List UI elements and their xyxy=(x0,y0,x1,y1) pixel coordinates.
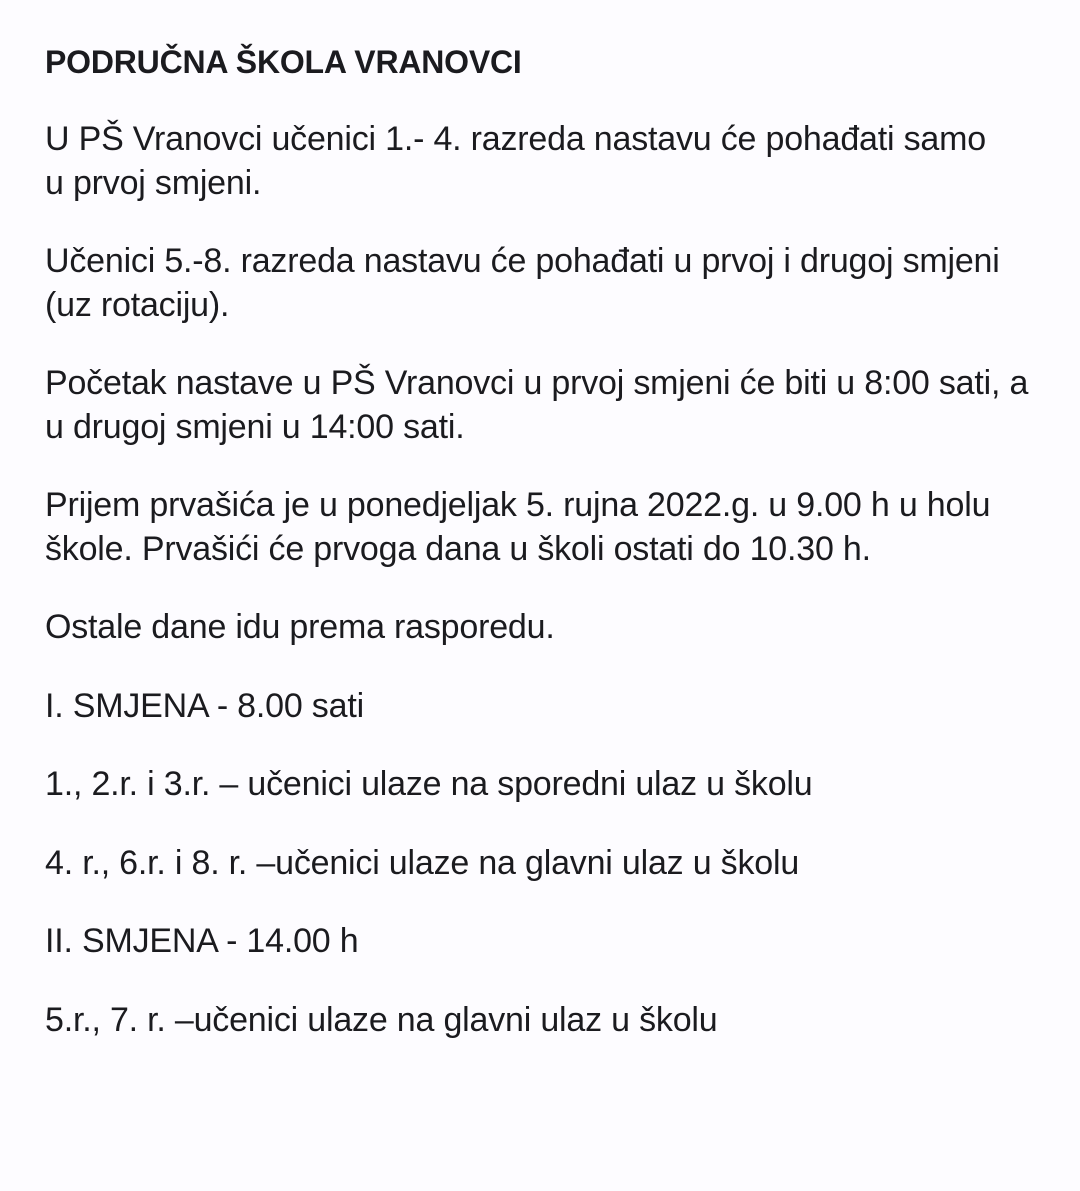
paragraph-start-times: Početak nastave u PŠ Vranovci u prvoj smjeni će biti u 8:00 sati, a u drugoj smjeni u 14:00 sati. xyxy=(45,364,1029,446)
document-title: PODRUČNA ŠKOLA VRANOVCI xyxy=(45,44,522,80)
document-body xyxy=(45,40,1045,1042)
shift-two-heading: II. SMJENA - 14.00 h xyxy=(45,922,359,960)
shift-one-main-entrance: 4. r., 6.r. i 8. r. –učenici ulaze na glavni ulaz u školu xyxy=(45,843,800,882)
paragraph-first-grades: U PŠ Vranovci učenici 1.- 4. razreda nastavu će pohađati samo u prvoj smjeni. xyxy=(45,120,986,202)
paragraph-upper-grades: Učenici 5.-8. razreda nastavu će pohađati u prvoj i drugoj smjeni (uz rotaciju). xyxy=(45,242,1000,324)
shift-one-side-entrance: 1., 2.r. i 3.r. – učenici ulaze na sporedni ulaz u školu xyxy=(45,765,813,803)
paragraph-other-days: Ostale dane idu prema rasporedu. xyxy=(45,608,555,646)
shift-one-heading: I. SMJENA - 8.00 sati xyxy=(45,686,364,725)
shift-two-main-entrance: 5.r., 7. r. –učenici ulaze na glavni ulaz u školu xyxy=(45,1000,718,1039)
paragraph-first-graders: Prijem prvašića je u ponedjeljak 5. rujna 2022.g. u 9.00 h u holu škole. Prvašići će prvoga dana u školi ostati do 10.30 h. xyxy=(45,486,991,568)
